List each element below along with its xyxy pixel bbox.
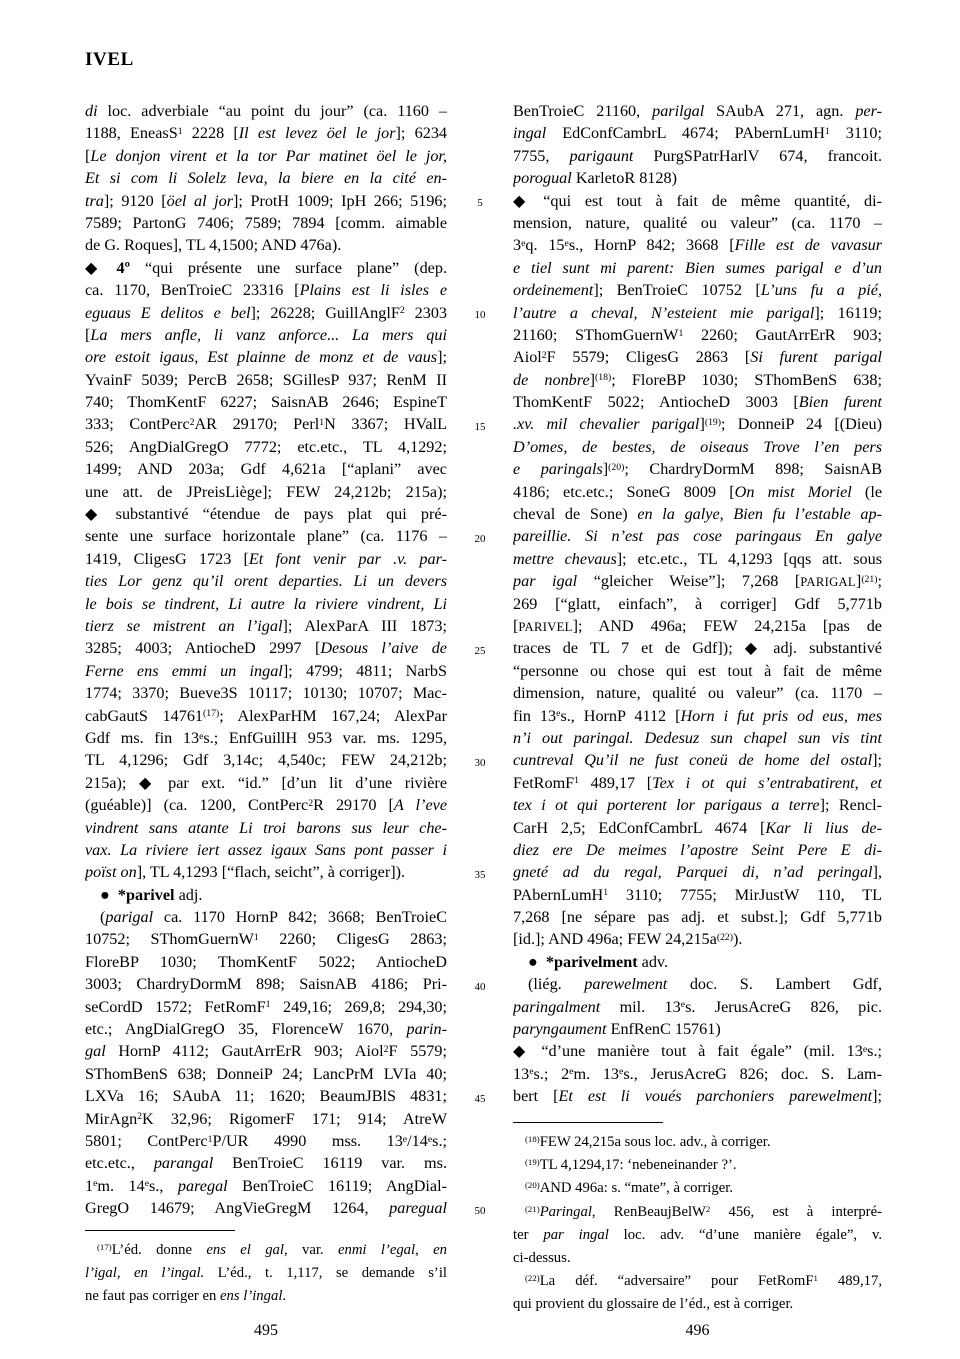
line-number: 35 [474, 868, 486, 881]
text-line: 3003; ChardryDormM 898; SaisnAB 4186; Pri- [85, 975, 447, 994]
text-line: ◆ substantivé “étendue de pays plat qui pré- [85, 505, 447, 524]
text-line: ◆ “qui est tout à fait de même quantité, di- [513, 191, 882, 210]
text-line: (parigal ca. 1170 HornP 842; 3668; BenTroieC [100, 908, 447, 927]
line-number: 20 [474, 532, 486, 545]
text-line: MirAgn$^2$K 32,96; RigomerF 171; 914; AtreW [85, 1109, 447, 1128]
text-line: 10752; SThomGuernW$^1$ 2260; CligesG 2863; [85, 930, 447, 949]
text-line: e tiel sunt mi parent: Bien sumes parigal e d’un [513, 258, 882, 277]
text-line: 1em. 14es., paregal BenTroieC 16119; AngDial- [85, 1176, 447, 1195]
line-number: 10 [474, 308, 486, 321]
text-line: ◆ “d’une manière tout à fait égale” (mil. 13es.; [513, 1042, 882, 1061]
text-line: diez ere De meimes l’apostre Seint Pere E di- [513, 840, 882, 859]
text-line: 21160; SThomGuernW$^1$ 2260; GautArrErR 903; [513, 325, 882, 344]
text-line: D’omes, de bestes, de oiseaus Trove l’en pers [513, 437, 882, 456]
text-line: gneté ad du regal, Parquei di, n’ad peringal], [513, 863, 882, 882]
text-line: Et si com li Solelz leva, la biere en la cité en- [85, 169, 447, 188]
text-line: GregO 14679; AngVieGregM 1264, paregual [85, 1199, 447, 1218]
text-line: ter par ingal loc. adv. “d’une manière égale”, v. [513, 1226, 882, 1243]
page-header-keyword: IVEL [85, 49, 134, 70]
text-line: porogual KarletoR 8128) [513, 169, 677, 188]
text-line: le bois se tindrent, Li autre la riviere vindrent, Li [85, 594, 447, 613]
text-line: vax. La riviere iert assez igaux Sans pont passer i [85, 840, 447, 859]
text-line: de nonbre]$^{(18)}$; FloreBP 1030; SThomBenS 638; [513, 370, 882, 389]
text-line: n’i out paringal. Dedesuz sun chapel sun vis tint [513, 728, 882, 747]
right-footnotes [513, 1131, 882, 1317]
text-line: 1499; AND 203a; Gdf 4,621a [“aplani” avec [85, 460, 447, 479]
text-line: .xv. mil chevalier parigal]$^{(19)}$; DonneiP 24 [(Dieu) [513, 415, 882, 434]
text-line: (guéable)] (ca. 1200, ContPerc$^2$R 29170 [A l’eve [85, 796, 447, 815]
text-line: tierz se mistrent an l’igal]; AlexParA III 1873; [85, 616, 447, 635]
text-line: BenTroieC 21160, parilgal SAubA 271, agn. per- [513, 102, 882, 120]
text-line: 13es.; 2em. 13es., JerusAcreG 826; doc. S. Lam- [513, 1064, 882, 1083]
text-line: dimension, nature, qualité ou valeur” (ca. 1170 – [513, 684, 882, 703]
text-line: 7,268 [ne sépare pas adj. et subst.]; Gdf 5,771b [513, 908, 882, 927]
text-line: sente une surface horizontale plane” (ca. 1176 – [85, 527, 447, 546]
line-number: 5 [477, 196, 483, 209]
text-line: ne faut pas corriger en ens l’ingal. [85, 1288, 287, 1305]
text-line: [id.]; AND 496a; FEW $24,215a^{(22)}$). [513, 930, 743, 949]
text-line: 3285; 4003; AntiocheD 2997 [Desous l’aive de [85, 639, 447, 658]
text-line: qui provient du glossaire de l’éd., est à corriger. [513, 1296, 794, 1313]
text-line: ● *parivelment adv. [528, 952, 669, 971]
right-footnote-block [513, 1122, 882, 1317]
text-line: ◆ 4º “qui présente une surface plane” (dep. [85, 258, 447, 277]
line-number: 40 [474, 980, 486, 993]
text-line: 526; AngDialGregO 7772; etc.etc., TL 4,1292; [85, 437, 447, 456]
text-line: etc.; AngDialGregO 35, FlorenceW 1670, parin- [85, 1020, 447, 1039]
text-line: 1188, EneasS$^1$ 2228 [Il est levez öel le jor]; 6234 [85, 124, 447, 143]
text-line: fin 13es., HornP 4112 [Horn i fut pris od eus, mes [513, 706, 882, 725]
text-line: pareillie. Si n’est pas cose paringaus En galye [513, 527, 882, 546]
text-line: ties Lor genz qu’il orent departies. Li un devers [85, 572, 447, 591]
text-line: 1774; 3370; Bueve3S 10117; 10130; 10707; Mac- [85, 684, 447, 703]
text-line: traces de TL 7 et de Gdf]); ◆ adj. substantivé [513, 639, 882, 658]
text-line: une att. de JPreisLiège]; FEW 24,212b; 215a); [85, 482, 447, 501]
text-line: etc.etc., parangal BenTroieC 16119 var. ms. [85, 1154, 447, 1173]
text-line: YvainF 5039; PercB 2658; SGillesP 937; RenM II [85, 370, 447, 389]
text-line: ordeinement]; BenTroieC 10752 [L’uns fu a pié, [513, 281, 882, 300]
text-line: gal HornP 4112; GautArrErR 903; Aiol$^2$F 5579; [85, 1042, 447, 1061]
text-line: TL 4,1296; Gdf 3,14c; 4,540c; FEW 24,212b; [85, 751, 447, 770]
text-line: cheval de Sone) en la galye, Bien fu l’estable ap- [513, 505, 882, 524]
text-line: mension, nature, qualité ou valeur” (ca. 1170 – [513, 213, 882, 232]
text-line: poïst on], TL 4,1293 [“flach, seicht”, à corriger]). [85, 863, 406, 882]
text-line: $^{(20)}$AND 496a: s. “mate”, à corriger. [525, 1180, 733, 1197]
text-line: ● *parivel adj. [100, 885, 203, 904]
text-line: $^{(18)}$FEW 24,215a sous loc. adv., à corriger. [525, 1134, 771, 1150]
text-line: seCordD 1572; FetRomF$^1$ 249,16; 269,8; 294,30; [85, 997, 447, 1016]
text-line: 3eq. 15es., HornP 842; 3668 [Fille est de vavasur [513, 236, 882, 255]
text-line: 7589; PartonG 7406; 7589; 7894 [comm. aimable [85, 213, 447, 232]
footnote-separator [513, 1122, 663, 1123]
text-line: e paringals]$^{(20)}$; ChardryDormM 898; SaisnAB [513, 460, 882, 479]
text-line: tra]; 9120 [öel al jor]; ProtH 1009; IpH 266; 5196; [85, 191, 447, 210]
text-line: $^{(19)}$TL 4,1294,17: ‘nebeneinander ?’. [525, 1157, 737, 1174]
left-footnotes [85, 1239, 447, 1309]
text-line: 7755, parigaunt PurgSPatrHarlV 674, francoit. [513, 146, 882, 165]
text-line: LXVa 16; SAubA 11; 1620; BeaumJBlS 4831; [85, 1087, 447, 1106]
text-line: PAbernLumH$^1$ 3110; 7755; MirJustW 110, TL [513, 885, 882, 904]
line-number-gutter [447, 100, 513, 1240]
text-line: $^{(21)}$Paringal, RenBeaujBelW$^2$ 456, est à interpré- [525, 1203, 882, 1220]
text-line: CarH 2,5; EdConfCambrL 4674 [Kar li lius de- [513, 818, 882, 837]
text-line: mettre chevaus]; etc.etc., TL 4,1293 [qqs att. sous [513, 549, 882, 568]
text-line: de G. Roques], TL 4,1500; AND 476a). [85, 236, 342, 255]
text-line: 1419, CligesG 1723 [Et font venir par .v. par- [85, 549, 447, 568]
text-line: ore estoit igaus, Est plainne de monz et de vaus]; [85, 348, 447, 367]
text-line: [La mers anfle, li vanz anforce... La mers qui [85, 325, 447, 344]
text-line: bert [Et est li voués parchoniers parewelment]; [513, 1087, 882, 1106]
text-line: “personne ou chose qui est tout à fait de même [513, 661, 882, 680]
footnote-separator [85, 1230, 235, 1231]
text-line: ca. 1170, BenTroieC 23316 [Plains est li isles e [85, 281, 447, 300]
right-column [513, 100, 882, 1108]
line-number: 45 [474, 1092, 486, 1105]
line-number: 15 [474, 420, 486, 433]
text-line: Ferne ens emmi un ingal]; 4799; 4811; NarbS [85, 661, 447, 680]
text-line: [Le donjon virent et la tor Par matinet öel le jor, [85, 146, 447, 165]
text-line: vindrent sans atante Li troi barons sus leur che- [85, 818, 447, 837]
text-line: Aiol$^2$F 5579; CligesG 2863 [Si furent parigal [513, 348, 882, 367]
text-line: 740; ThomKentF 6227; SaisnAB 2646; EspineT [85, 393, 447, 412]
text-line: SThomBenS 638; DonneiP 24; LancPrM LVIa 40; [85, 1064, 447, 1083]
text-line: 5801; ContPerc$^1$P/UR 4990 mss. 13e/14es.; [85, 1131, 447, 1150]
line-number: 50 [474, 1204, 486, 1217]
text-line: $^{(22)}$La déf. “adversaire” pour FetRomF$^1$ 489,17, [525, 1273, 882, 1290]
text-line: $^{(17)}$L’éd. donne ens el gal, var. enmi l’egal, en [97, 1242, 447, 1258]
line-number: 25 [474, 644, 486, 657]
text-line: paryngaument EnfRenC 15761) [513, 1020, 721, 1039]
text-line: cuntreval Qu’il ne fust coneü de home del ostal]; [513, 751, 882, 770]
text-line: ci-dessus. [513, 1249, 571, 1266]
text-line: 4186; etc.etc.; SoneG 8009 [On mist Moriel (le [513, 482, 882, 501]
text-line: 215a); ◆ par ext. “id.” [d’un lit d’une rivière [85, 773, 447, 792]
page-number-left: 495 [254, 1322, 278, 1339]
text-line: Gdf ms. fin 13es.; EnfGuillH 953 var. ms. 1295, [85, 728, 447, 747]
page-number-right: 496 [685, 1322, 710, 1339]
left-column [85, 100, 447, 1220]
text-line: l’autre a cheval, N’esteient mie parigal]; 16119; [513, 303, 882, 322]
text-line: 333; ContPerc$^2$AR 29170; Perl$^1$N 3367; HValL [85, 415, 447, 434]
text-line: tex i ot qui porterent lor parigaus a terre]; Rencl- [513, 796, 882, 815]
text-line: FetRomF$^1$ 489,17 [Tex i ot qui s’entrabatirent, et [513, 773, 882, 792]
text-line: ingal EdConfCambrL 4674; PAbernLumH$^1$ 3110; [513, 124, 882, 143]
text-line: l’igal, en l’ingal. L’éd., t. 1,117, se demande s’il [85, 1265, 447, 1282]
text-line: FloreBP 1030; ThomKentF 5022; AntiocheD [85, 952, 447, 971]
text-line: eguaus E delitos e bel]; 26228; GuillAnglF$^2$ 2303 [85, 303, 447, 322]
text-line: (liég. parewelment doc. S. Lambert Gdf, [528, 975, 882, 994]
text-line: cabGautS 14761$^{(17)}$; AlexParHM 167,24; AlexPar [85, 706, 447, 725]
line-number: 30 [474, 756, 486, 769]
text-line: di loc. adverbiale “au point du jour” (ca. 1160 – [85, 102, 447, 120]
left-footnote-block [85, 1230, 447, 1309]
text-line: 269 [“glatt, einfach”, à corriger] Gdf 5,771b [513, 594, 882, 613]
text-line: [PARIVEL]; AND 496a; FEW 24,215a [pas de [513, 616, 882, 635]
text-line: par igal “gleicher Weise”]; 7,268 [PARIGAL]$^{(21)}$; [513, 572, 882, 591]
text-line: paringalment mil. 13es. JerusAcreG 826, pic. [513, 997, 882, 1016]
text-line: ThomKentF 5022; AntiocheD 3003 [Bien furent [513, 393, 882, 412]
